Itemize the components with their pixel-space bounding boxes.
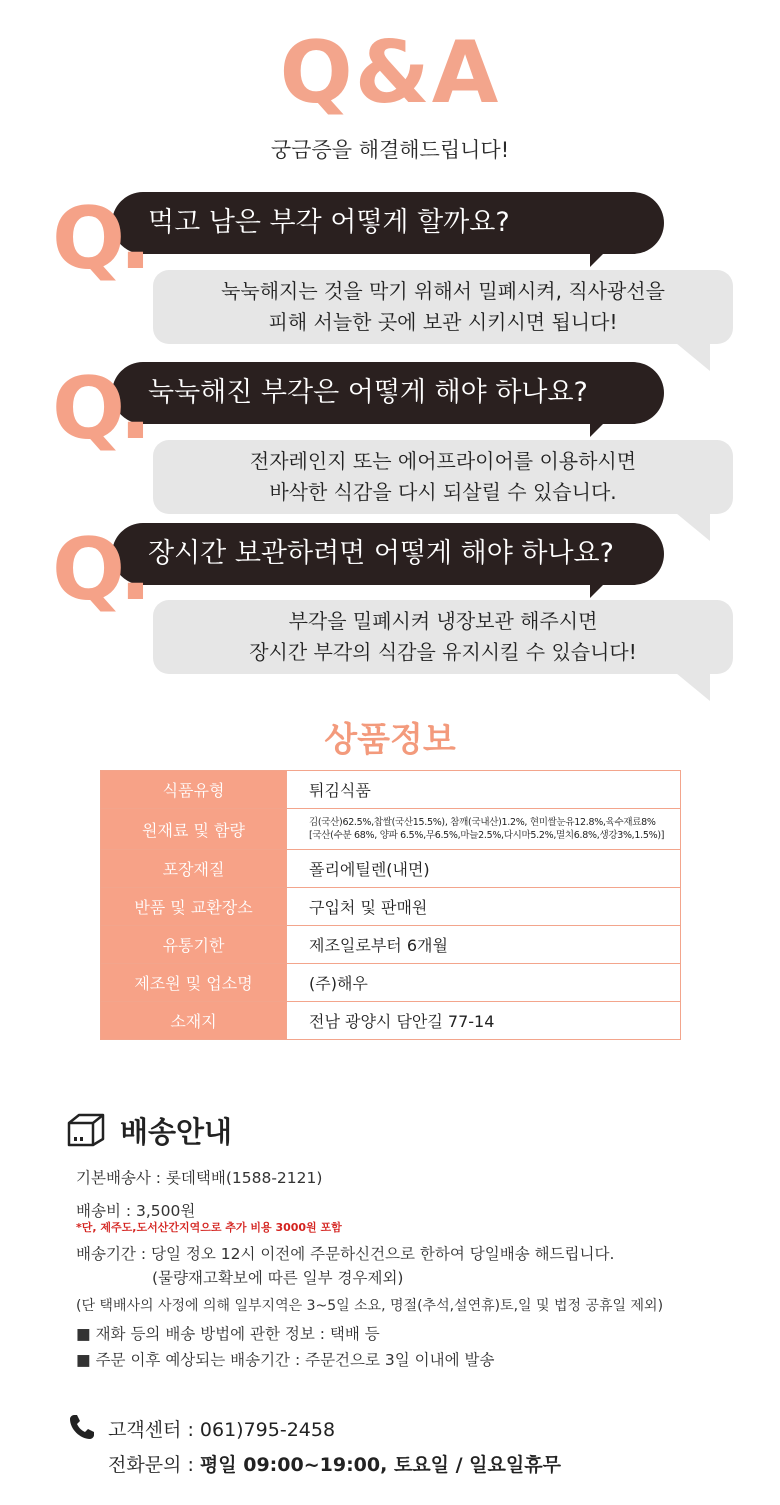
ingredients-line: 김(국산)62.5%,찹쌀(국산15.5%), 참깨(국내산)1.2%, 현미쌀눈유12.8%,육수재료8%	[309, 817, 656, 828]
row-value: 폴리에틸렌(내면)	[287, 850, 681, 888]
shipping-title: 배송안내	[120, 1115, 233, 1149]
question-bar	[112, 192, 664, 254]
shipping-period-note: (물량재고확보에 따른 일부 경우제외)	[152, 1269, 404, 1287]
row-value: 제조일로부터 6개월	[287, 926, 681, 964]
courier-note: (단 택배사의 사정에 의해 일부지역은 3~5일 소요, 명절(추석,설연휴)토,일 및 법정 공휴일 제외)	[76, 1298, 664, 1314]
customer-center-label: 고객센터 :	[108, 1419, 200, 1441]
phone-hours	[108, 1450, 561, 1477]
question-bar	[112, 523, 664, 585]
product-info-title: 상품정보	[324, 720, 456, 760]
phone-icon	[68, 1413, 96, 1445]
row-value: 전남 광양시 담안길 77-14	[287, 1002, 681, 1040]
table-row	[101, 850, 681, 888]
shipping-fee-note: *단, 제주도,도서산간지역으로 추가 비용 3000원 포함	[76, 1221, 342, 1234]
answer-line: 눅눅해지는 것을 막기 위해서 밀폐시켜, 직사광선을	[221, 279, 665, 303]
q-mark: Q.	[52, 189, 146, 289]
shipping-bullet: ■ 재화 등의 배송 방법에 관한 정보 : 택배 등	[76, 1325, 380, 1343]
q-mark: Q.	[52, 520, 146, 620]
answer-bubble	[153, 600, 733, 674]
row-label: 유통기한	[101, 926, 287, 964]
page-subtitle: 궁금증을 해결해드립니다!	[270, 138, 510, 162]
question-bar	[112, 362, 664, 424]
row-label: 원재료 및 함량	[101, 809, 287, 850]
answer-line: 전자레인지 또는 에어프라이어를 이용하시면	[249, 449, 637, 473]
answer-tail	[676, 343, 710, 371]
question-tail	[590, 572, 616, 598]
answer-bubble	[153, 270, 733, 344]
courier-info: 기본배송사 : 롯데택배(1588-2121)	[76, 1169, 323, 1187]
customer-center	[108, 1415, 335, 1442]
row-value	[287, 809, 681, 850]
table-row	[101, 888, 681, 926]
answer-line: 피해 서늘한 곳에 보관 시키시면 됩니다!	[268, 310, 618, 334]
row-label: 소재지	[101, 1002, 287, 1040]
question-text: 먹고 남은 부각 어떻게 할까요?	[148, 207, 510, 238]
answer-line: 바삭한 식감을 다시 되살릴 수 있습니다.	[269, 480, 617, 504]
table-row	[101, 926, 681, 964]
answer-line: 부각을 밀폐시켜 냉장보관 해주시면	[288, 609, 598, 633]
question-tail	[590, 411, 616, 437]
answer-tail	[676, 513, 710, 541]
table-row	[101, 1002, 681, 1040]
phone-hours-label: 전화문의 :	[108, 1454, 200, 1476]
question-tail	[590, 241, 616, 267]
row-label: 포장재질	[101, 850, 287, 888]
question-text: 눅눅해진 부각은 어떻게 해야 하나요?	[148, 377, 588, 408]
table-row	[101, 964, 681, 1002]
row-label: 반품 및 교환장소	[101, 888, 287, 926]
table-row	[101, 771, 681, 809]
ingredients-line: [국산(수분 68%, 양파 6.5%,무6.5%,마늘2.5%,다시마5.2%,멸치6.8%,생강3%,1.5%)]	[309, 830, 665, 841]
row-value: (주)해우	[287, 964, 681, 1002]
row-value: 튀김식품	[287, 771, 681, 809]
shipping-period: 배송기간 : 당일 정오 12시 이전에 주문하신건으로 한하여 당일배송 해드립니다.	[76, 1245, 615, 1263]
row-value: 구입처 및 판매원	[287, 888, 681, 926]
phone-hours-value: 평일 09:00~19:00, 토요일 / 일요일휴무	[199, 1454, 561, 1476]
row-label: 제조원 및 업소명	[101, 964, 287, 1002]
answer-tail	[676, 673, 710, 701]
question-text: 장시간 보관하려면 어떻게 해야 하나요?	[148, 538, 614, 569]
table-row	[101, 809, 681, 850]
customer-center-phone: 061)795-2458	[199, 1419, 336, 1441]
page-title: Q&A	[279, 23, 501, 123]
shipping-fee: 배송비 : 3,500원	[76, 1202, 196, 1220]
product-info-table	[100, 770, 681, 1040]
shipping-bullet: ■ 주문 이후 예상되는 배송기간 : 주문건으로 3일 이내에 발송	[76, 1351, 495, 1369]
row-label: 식품유형	[101, 771, 287, 809]
box-icon	[66, 1113, 106, 1151]
q-mark: Q.	[52, 359, 146, 459]
answer-line: 장시간 부각의 식감을 유지시킬 수 있습니다!	[249, 640, 637, 664]
answer-bubble	[153, 440, 733, 514]
